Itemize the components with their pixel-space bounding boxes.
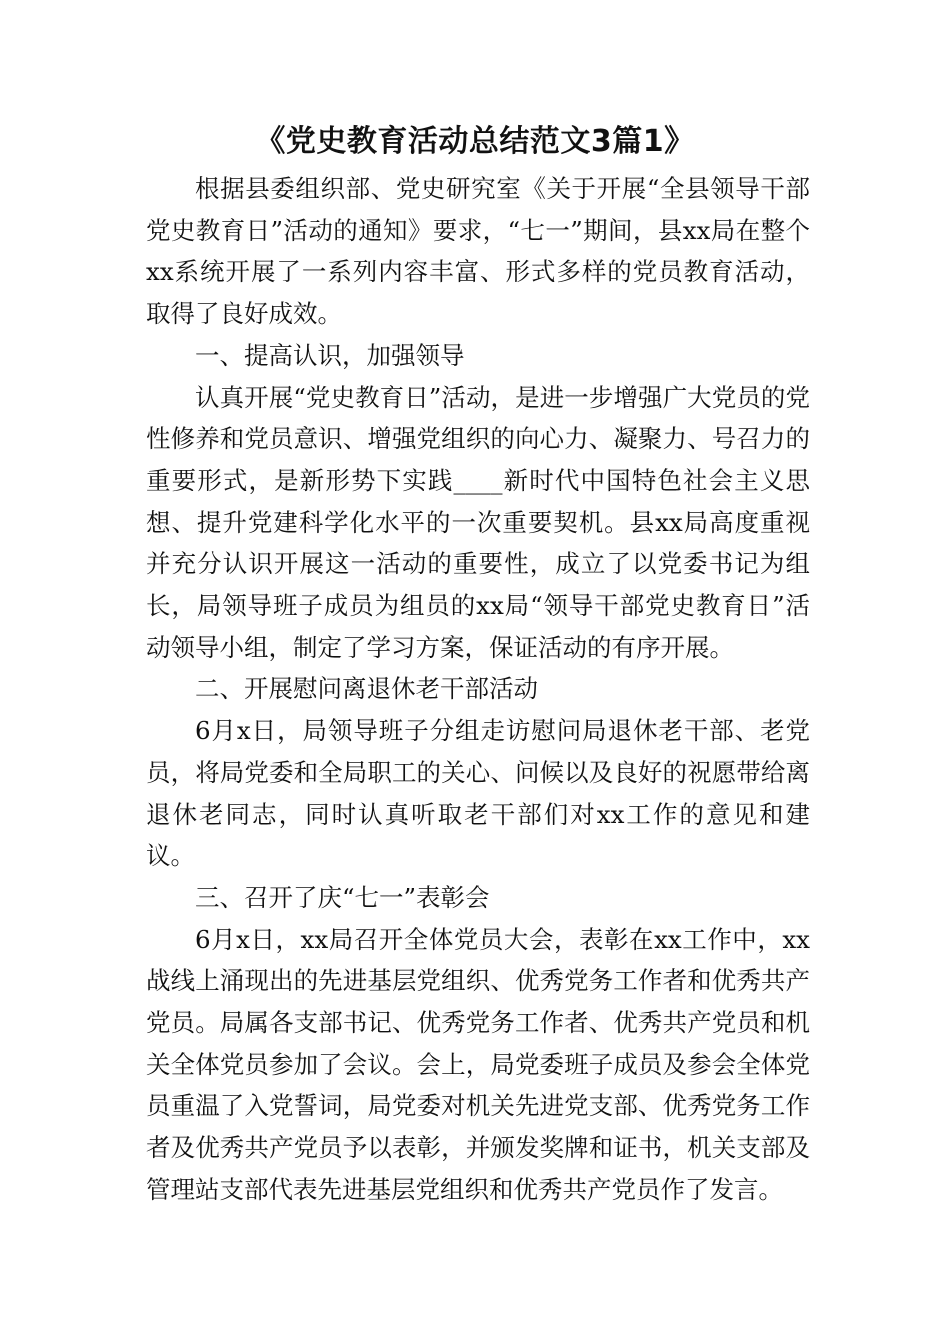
document-body bbox=[146, 168, 810, 1211]
document-title: 《党史教育活动总结范文3篇1》 bbox=[255, 124, 695, 159]
section-heading-1: 一、提高认识，加强领导 bbox=[195, 340, 465, 370]
paragraph-section-2: 6月x日，局领导班子分组走访慰问局退休老干部、老党员，将局党委和全局职工的关心、问候以及良好的祝愿带给离退休老同志，同时认真听取老干部们对xx工作的意见和建议。 bbox=[146, 716, 810, 871]
section-heading-2: 二、开展慰问离退休老干部活动 bbox=[195, 674, 538, 704]
section-heading-3: 三、召开了庆“七一”表彰会 bbox=[195, 882, 490, 912]
paragraph-intro: 根据县委组织部、党史研究室《关于开展“全县领导干部党史教育日”活动的通知》要求，“七一”期间，县xx局在整个xx系统开展了一系列内容丰富、形式多样的党员教育活动，取得了良好成效。 bbox=[146, 174, 810, 329]
paragraph-section-1: 认真开展“党史教育日”活动，是进一步增强广大党员的党性修养和党员意识、增强党组织的向心力、凝聚力、号召力的重要形式，是新形势下实践____新时代中国特色社会主义思想、提升党建科学化水平的一次重要契机。县xx局高度重视并充分认识开展这一活动的重要性，成立了以党委书记为组长，局领导班子成员为组员的xx局“领导干部党史教育日”活动领导小组，制定了学习方案，保证活动的有序开展。 bbox=[146, 382, 810, 662]
paragraph-section-3: 6月x日，xx局召开全体党员大会，表彰在xx工作中，xx战线上涌现出的先进基层党组织、优秀党务工作者和优秀共产党员。局属各支部书记、优秀党务工作者、优秀共产党员和机关全体党员参加了会议。会上，局党委班子成员及参会全体党员重温了入党誓词，局党委对机关先进党支部、优秀党务工作者及优秀共产党员予以表彰，并颁发奖牌和证书，机关支部及管理站支部代表先进基层党组织和优秀共产党员作了发言。 bbox=[146, 924, 810, 1204]
